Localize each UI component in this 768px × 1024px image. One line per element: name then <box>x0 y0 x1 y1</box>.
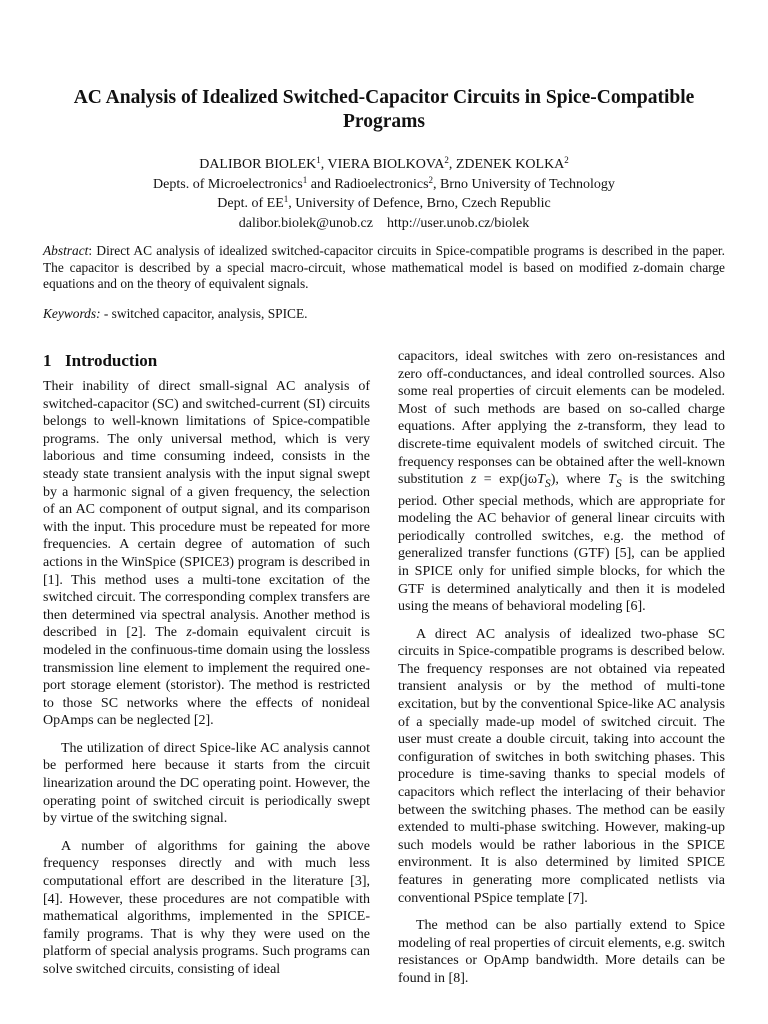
section-title: Introduction <box>65 351 158 370</box>
paragraph: The utilization of direct Spice-like AC analysis cannot be performed here because it starts from the circuit linearization around the DC operating point. However, the operating point of switched circuit is periodically swept by virtue of the switching signal. <box>43 740 370 827</box>
math-subscript: S <box>615 476 622 490</box>
paragraph <box>43 378 370 730</box>
math-symbol: z <box>577 419 584 435</box>
abstract-text: : Direct AC analysis of idealized switched-capacitor circuits in Spice-compatible programs is described in the paper. The capacitor is described by a special macro-circuit, whose mathematical model is based on modified z-domain charge equations and on the theory of equivalent signals. <box>43 243 725 291</box>
paragraph <box>398 348 725 616</box>
paragraph: A direct AC analysis of idealized two-phase SC circuits in Spice-compatible programs is described below. The frequency responses are not obtained via repeated transient analysis or by the method of multi-tone excitation, but by the conventional Spice-like AC analysis of a specially made-up model of switched circuit. The user must create a double circuit, taking into account the configuration of switches in both switching phases. This procedure is time-saving thanks to special models of capacitors which reflect the interlacing of their behavior between the switching phases. The method can be easily extended to multi-phase switching. However, making-up such models would be rather laborious in the SPICE environment. It is also determined by limited SPICE features in generating more complicated netlists via conventional PSpice template [7]. <box>398 626 725 906</box>
keywords-label: Keywords: <box>43 306 101 321</box>
author-3: ZDENEK KOLKA <box>455 157 565 172</box>
author-homepage-url[interactable]: http://user.unob.cz/biolek <box>386 215 530 231</box>
author-email[interactable]: dalibor.biolek@unob.cz <box>238 215 373 231</box>
paragraph-text: ), where <box>550 472 609 488</box>
affiliation-mark: 1 <box>283 194 289 204</box>
affiliation-text: and Radioelectronics <box>307 176 429 192</box>
affiliation-2 <box>40 194 728 214</box>
affiliation-mark: 1 <box>302 174 308 185</box>
affiliation-mark: 2 <box>428 174 434 185</box>
paragraph-text: -transform, they lead to discrete-time equivalent models of switched circuit. The frequency responses can be obtained after the well-known substitution <box>398 419 725 488</box>
section-number: 1 <box>43 351 52 370</box>
left-column <box>43 348 370 979</box>
math-symbol: T <box>608 472 616 488</box>
section-heading-introduction <box>43 350 370 372</box>
abstract-label: Abstract <box>43 243 89 258</box>
paragraph-text: Their inability of direct small-signal AC analysis of switched-capacitor (SC) and switched-current (SI) circuits belongs to well-known limitations of Spice-compatible programs. The only universal method, which is very laborious and time consuming indeed, consists in the steady state transient analysis with the input signal swept by a harmonic signal of a given frequency, the selection of an AC component of output signal, and its comparison with the input. This procedure must be repeated for more frequencies. A certain degree of automation of such actions in the WinSpice (SPICE3) program is described in [1]. This method uses a multi-tone excitation of the switched circuit. The corresponding complex transfers are then determined via spectral analysis. Another method is described in [2]. The <box>43 379 370 641</box>
affiliation-text: Dept. of EE <box>217 196 284 211</box>
author-names <box>40 155 728 175</box>
author-separator: , <box>448 157 456 172</box>
math-symbol: z <box>470 472 477 488</box>
paragraph-text: is the switching period. Other special methods, which are appropriate for modeling the AC behavior of general linear circuits with periodically controlled switches, e.g. the method of generalized transfer functions (GTF) [5], can be applied in SPICE only for unified simple blocks, for which the GTF is determined analytically and then it is modeled using the means of behavioral modeling [6]. <box>398 472 725 615</box>
author-block <box>40 155 728 233</box>
author-separator: , <box>320 157 328 172</box>
affiliation-text: , University of Defence, Brno, Czech Republic <box>288 196 551 211</box>
paragraph: The method can be also partially extend to Spice modeling of real properties of circuit elements, e.g. switch resistances or OpAmp bandwidth. More details can be found in [8]. <box>398 918 725 986</box>
math-subscript: S <box>544 476 551 490</box>
author-2-affiliation-mark: 2 <box>444 155 449 165</box>
equation-text: = exp(jω <box>476 472 538 488</box>
affiliation-text: Depts. of Microelectronics <box>153 176 303 192</box>
affiliation-1 <box>40 175 728 195</box>
paper-title: AC Analysis of Idealized Switched-Capacitor Circuits in Spice-Compatible Programs <box>73 87 695 132</box>
author-1-affiliation-mark: 1 <box>316 155 321 165</box>
author-1: DALIBOR BIOLEK <box>199 157 317 172</box>
math-symbol: z <box>186 625 192 641</box>
affiliation-text: , Brno University of Technology <box>433 176 615 192</box>
paragraph-text: -domain equivalent circuit is modeled in the confinuous-time domain using the lossless transmission line element to implement the required one-port storage element (storistor). The method is restricted to those SC networks where the effects of nonideal OpAmps can be neglected [2]. <box>43 625 370 729</box>
keywords-text: - switched capacitor, analysis, SPICE. <box>100 306 308 321</box>
contact-line <box>40 214 728 234</box>
right-column <box>398 348 725 988</box>
author-2: VIERA BIOLKOVA <box>327 157 445 172</box>
paragraph-text: capacitors, ideal switches with zero on-resistances and zero off-conductances, and ideal controlled sources. Also some real properties of circuit elements can be modeled. Most of such methods are based on so-called charge equations. After applying the <box>398 349 725 435</box>
abstract <box>43 243 725 293</box>
author-3-affiliation-mark: 2 <box>564 155 569 165</box>
math-symbol: T <box>537 472 545 488</box>
keywords <box>43 306 725 323</box>
paragraph: A number of algorithms for gaining the above frequency responses directly and with much less computational effort are described in the literature [3], [4]. However, these procedures are not compatible with mathematical algorithms, implemented in the SPICE-family programs. That is why they were used on the platform of special analysis programs. Such programs can solve switched circuits, consisting of ideal <box>43 838 370 977</box>
